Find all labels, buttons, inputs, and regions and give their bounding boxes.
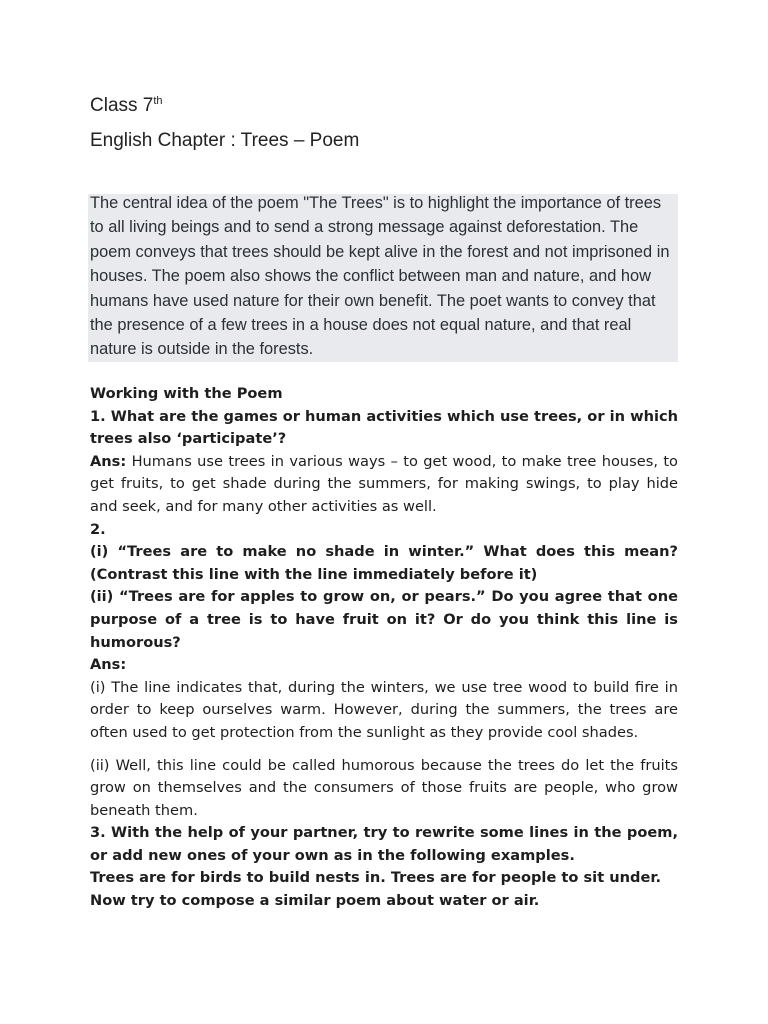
question-2-part-ii: (ii) “Trees are for apples to grow on, or pears.” Do you agree that one purpose of a tree is to have fruit on it? Or do you think this line is humorous? xyxy=(90,588,678,651)
question-3-task: Now try to compose a similar poem about water or air. xyxy=(90,892,540,910)
question-2-part-i: (i) “Trees are to make no shade in winter.” What does this mean? (Contrast this line with the line immediately before it) xyxy=(90,543,678,583)
answer-2-label: Ans: xyxy=(90,656,127,674)
central-idea-box xyxy=(88,194,678,362)
answer-1-label: Ans: xyxy=(90,452,127,470)
class-label: Class 7 xyxy=(90,95,154,116)
class-superscript: th xyxy=(153,95,163,107)
question-3: 3. With the help of your partner, try to rewrite some lines in the poem, or add new ones of your own as in the following examples. xyxy=(90,824,678,864)
answer-1-text: Humans use trees in various ways – to get wood, to make tree houses, to get fruits, to get shade during the summers, for making swings, to play hide and seek, and for many other activities as well. xyxy=(90,452,678,515)
paragraph-gap xyxy=(90,745,678,755)
chapter-title: English Chapter : Trees – Poem xyxy=(90,130,360,151)
answer-2-part-ii: (ii) Well, this line could be called humorous because the trees do let the fruits grow on themselves and the consumers of those fruits are people, who grow beneath them. xyxy=(90,756,678,819)
question-3-example: Trees are for birds to build nests in. Trees are for people to sit under. xyxy=(90,869,662,887)
class-title xyxy=(90,95,163,117)
question-1: 1. What are the games or human activities which use trees, or in which trees also ‘participate’? xyxy=(90,407,678,448)
answer-1 xyxy=(90,451,678,519)
central-idea-text: The central idea of the poem "The Trees" is to highlight the importance of trees to all living beings and to send a strong message against deforestation. The poem conveys that trees should be kept alive in the forest and not imprisoned in houses. The poem also shows the conflict between man and nature, and how humans have used nature for their own benefit. The poet wants to convey that the presence of a few trees in a house does not equal nature, and that real nature is outside in the forests. xyxy=(90,194,670,359)
section-heading: Working with the Poem xyxy=(90,385,283,402)
answer-2-part-i: (i) The line indicates that, during the winters, we use tree wood to build fire in order to keep ourselves warm. However, during the summers, the trees are often used to get protection from the sunlight as they provide cool shades. xyxy=(90,678,678,741)
question-2-number: 2. xyxy=(90,520,106,538)
working-with-poem-section xyxy=(90,383,678,913)
